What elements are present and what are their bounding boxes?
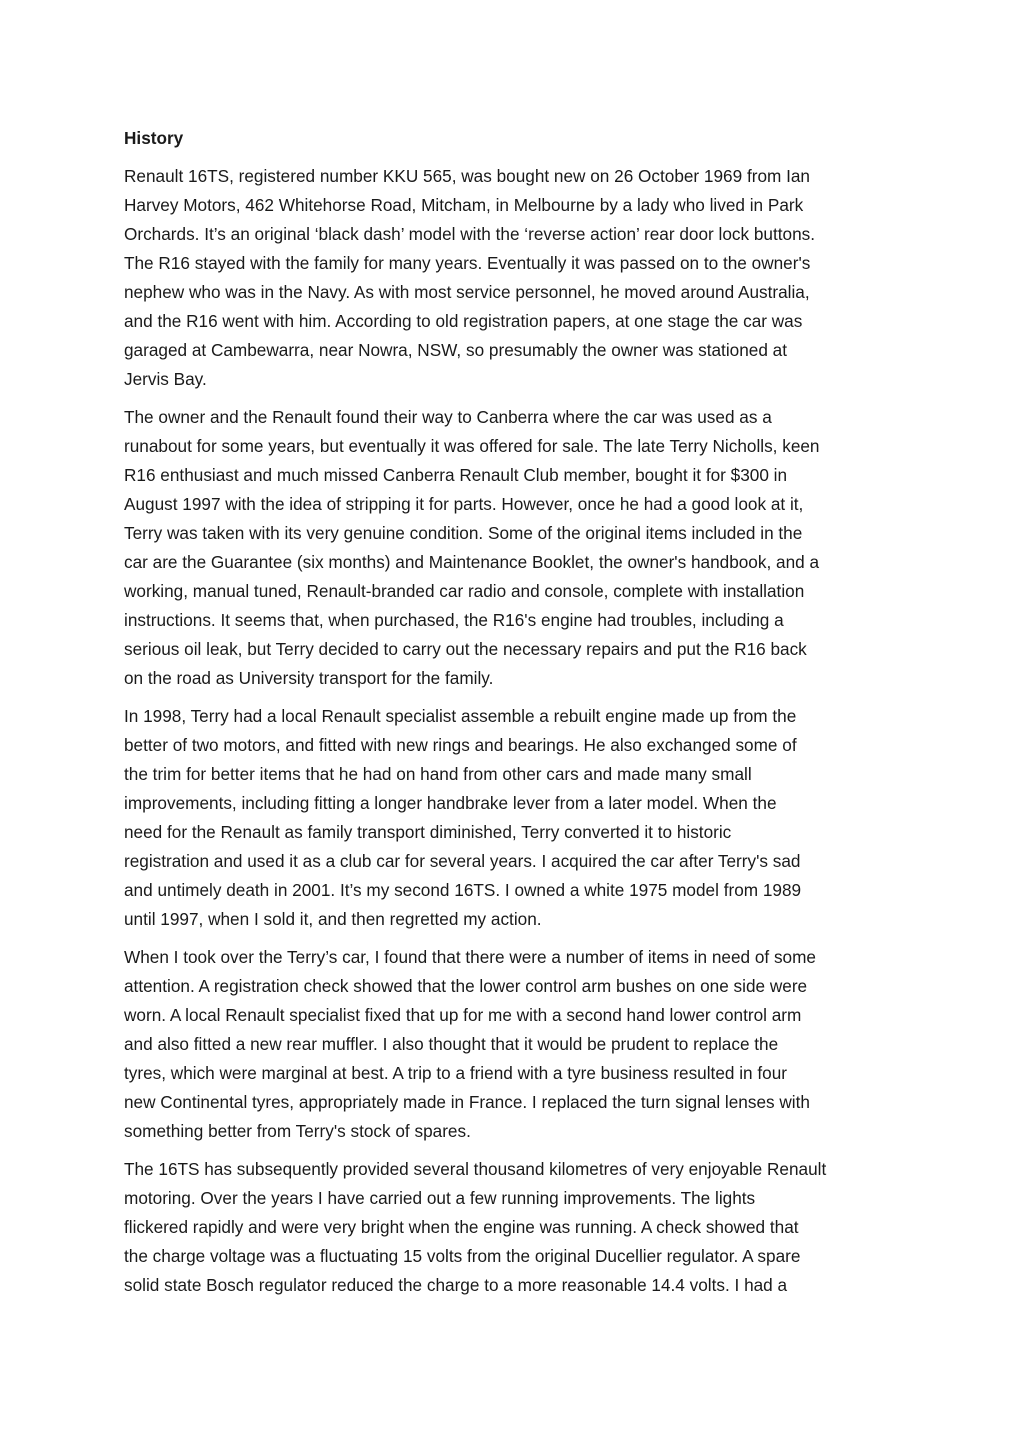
paragraph-4: When I took over the Terry’s car, I found that there were a number of items in need of some attention. A registration check showed that the lower control arm bushes on one side were worn. A local Renault specialist fixed that up for me with a second hand lower control arm and also fitted a new rear muffler. I also thought that it would be prudent to replace the tyres, which were marginal at best. A trip to a friend with a tyre business resulted in four new Continental tyres, appropriately made in France. I replaced the turn signal lenses with something better from Terry's stock of spares. bbox=[124, 947, 816, 1141]
paragraph-2: The owner and the Renault found their way to Canberra where the car was used as a runabout for some years, but eventually it was offered for sale. The late Terry Nicholls, keen R16 enthusiast and much missed Canberra Renault Club member, bought it for $300 in August 1997 with the idea of stripping it for parts. However, once he had a good look at it, Terry was taken with its very genuine condition. Some of the original items included in the car are the Guarantee (six months) and Maintenance Booklet, the owner's handbook, and a working, manual tuned, Renault-branded car radio and console, complete with installation instructions. It seems that, when purchased, the R16's engine had troubles, including a serious oil leak, but Terry decided to carry out the necessary repairs and put the R16 back on the road as University transport for the family. bbox=[124, 407, 820, 688]
paragraph-3: In 1998, Terry had a local Renault specialist assemble a rebuilt engine made up from the better of two motors, and fitted with new rings and bearings. He also exchanged some of the trim for better items that he had on hand from other cars and made many small improvements, including fitting a longer handbrake lever from a later model. When the need for the Renault as family transport diminished, Terry converted it to historic registration and used it as a club car for several years. I acquired the car after Terry's sad and untimely death in 2001. It’s my second 16TS. I owned a white 1975 model from 1989 until 1997, when I sold it, and then regretted my action. bbox=[124, 706, 802, 929]
document-page bbox=[124, 124, 899, 1309]
paragraph-5: The 16TS has subsequently provided several thousand kilometres of very enjoyable Renault motoring. Over the years I have carried out a few running improvements. The lights flickered rapidly and were very bright when the engine was running. A check showed that the charge voltage was a fluctuating 15 volts from the original Ducellier regulator. A spare solid state Bosch regulator reduced the charge to a more reasonable 14.4 volts. I had a bbox=[124, 1159, 827, 1295]
paragraph-1: Renault 16TS, registered number KKU 565, was bought new on 26 October 1969 from Ian Harvey Motors, 462 Whitehorse Road, Mitcham, in Melbourne by a lady who lived in Park Orchards. It’s an original ‘black dash’ model with the ‘reverse action’ rear door lock buttons. The R16 stayed with the family for many years. Eventually it was passed on to the owner's nephew who was in the Navy. As with most service personnel, he moved around Australia, and the R16 went with him. According to old registration papers, at one stage the car was garaged at Cambewarra, near Nowra, NSW, so presumably the owner was stationed at Jervis Bay. bbox=[124, 166, 816, 389]
section-heading: History bbox=[124, 128, 184, 148]
